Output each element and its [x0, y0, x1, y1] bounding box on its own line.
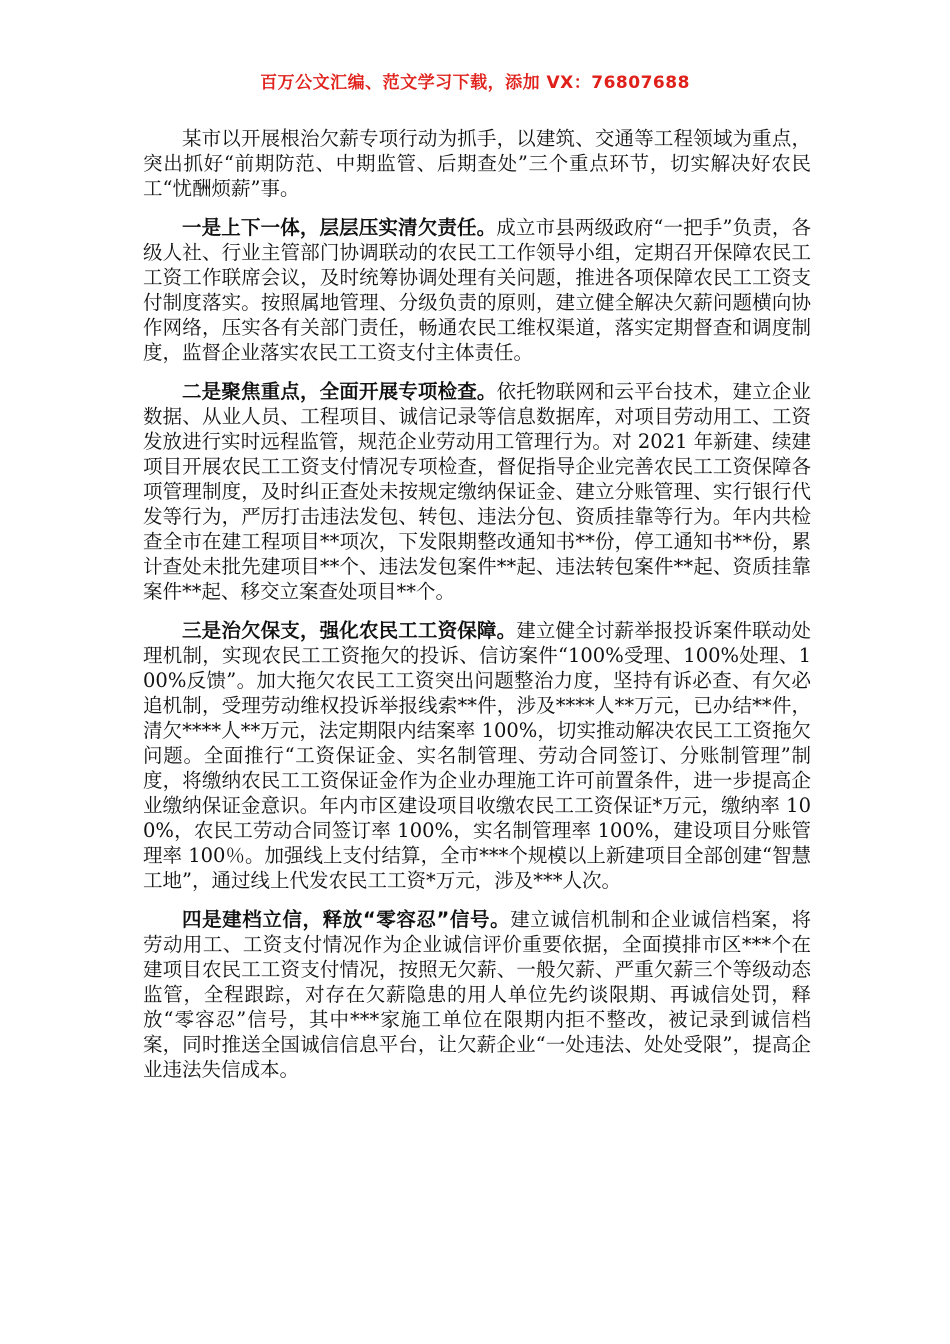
paragraph-point-1	[143, 215, 811, 365]
paragraph-lead: 一是上下一体，层层压实清欠责任。	[182, 216, 497, 239]
paragraph-body: 依托物联网和云平台技术，建立企业数据、从业人员、工程项目、诚信记录等信息数据库，对项目劳动用工、工资发放进行实时远程监管，规范企业劳动用工管理行为。对 2021 年新建、续建项目开展农民工工资支付情况专项检查，督促指导企业完善农民工工资保障各项管理制度，及时纠正查处未按规定缴纳保证金、建立分账管理、实行银行代发等行为，严厉打击违法发包、转包、违法分包、资质挂靠等行为。年内共检查全市在建工程项目**项次，下发限期整改通知书**份，停工通知书**份，累计查处未批先建项目**个、违法发包案件**起、违法转包案件**起、资质挂靠案件**起、移交立案查处项目**个。	[143, 380, 811, 603]
paragraph-body: 成立市县两级政府“一把手”负责，各级人社、行业主管部门协调联动的农民工工作领导小组，定期召开保障农民工工资工作联席会议，及时统筹协调处理有关问题，推进各项保障农民工工资支付制度落实。按照属地管理、分级负责的原则，建立健全解决欠薪问题横向协作网络，压实各有关部门责任，畅通农民工维权渠道，落实定期督查和调度制度，监督企业落实农民工工资支付主体责任。	[143, 216, 811, 364]
paragraph-lead: 三是治欠保支，强化农民工工资保障。	[182, 619, 517, 642]
paragraph-intro	[143, 126, 811, 201]
paragraph-lead: 四是建档立信，释放“零容忍”信号。	[182, 908, 511, 931]
paragraph-body: 建立诚信机制和企业诚信档案，将劳动用工、工资支付情况作为企业诚信评价重要依据，全面摸排市区***个在建项目农民工工资支付情况，按照无欠薪、一般欠薪、严重欠薪三个等级动态监管，全程跟踪，对存在欠薪隐患的用人单位先约谈限期、再诚信处罚，释放“零容忍”信号，其中***家施工单位在限期内拒不整改，被记录到诚信档案，同时推送全国诚信信息平台，让欠薪企业“一处违法、处处受限”，提高企业违法失信成本。	[143, 908, 811, 1081]
document-body	[143, 126, 811, 1096]
header-banner: 百万公文汇编、范文学习下载，添加 VX：76807688	[260, 73, 690, 93]
paragraph-body: 建立健全讨薪举报投诉案件联动处理机制，实现农民工工资拖欠的投诉、信访案件“100%受理、100%处理、100%反馈”。加大拖欠农民工工资突出问题整治力度，坚持有诉必查、有欠必追机制，受理劳动维权投诉举报线索**件，涉及****人**万元，已办结**件，清欠****人**万元，法定期限内结案率 100%，切实推动解决农民工工资拖欠问题。全面推行“工资保证金、实名制管理、劳动合同签订、分账制管理”制度，将缴纳农民工工资保证金作为企业办理施工许可前置条件，进一步提高企业缴纳保证金意识。年内市区建设项目收缴农民工工资保证*万元，缴纳率 100%，农民工劳动合同签订率 100%，实名制管理率 100%，建设项目分账管理率 100％。加强线上支付结算，全市***个规模以上新建项目全部创建“智慧工地”，通过线上代发农民工工资*万元，涉及***人次。	[143, 619, 811, 892]
paragraph-body: 某市以开展根治欠薪专项行动为抓手，以建筑、交通等工程领域为重点，突出抓好“前期防范、中期监管、后期查处”三个重点环节，切实解决好农民工“忧酬烦薪”事。	[143, 127, 811, 200]
paragraph-lead: 二是聚焦重点，全面开展专项检查。	[182, 380, 497, 403]
paragraph-point-3	[143, 618, 811, 893]
paragraph-point-2	[143, 379, 811, 604]
paragraph-point-4	[143, 907, 811, 1082]
